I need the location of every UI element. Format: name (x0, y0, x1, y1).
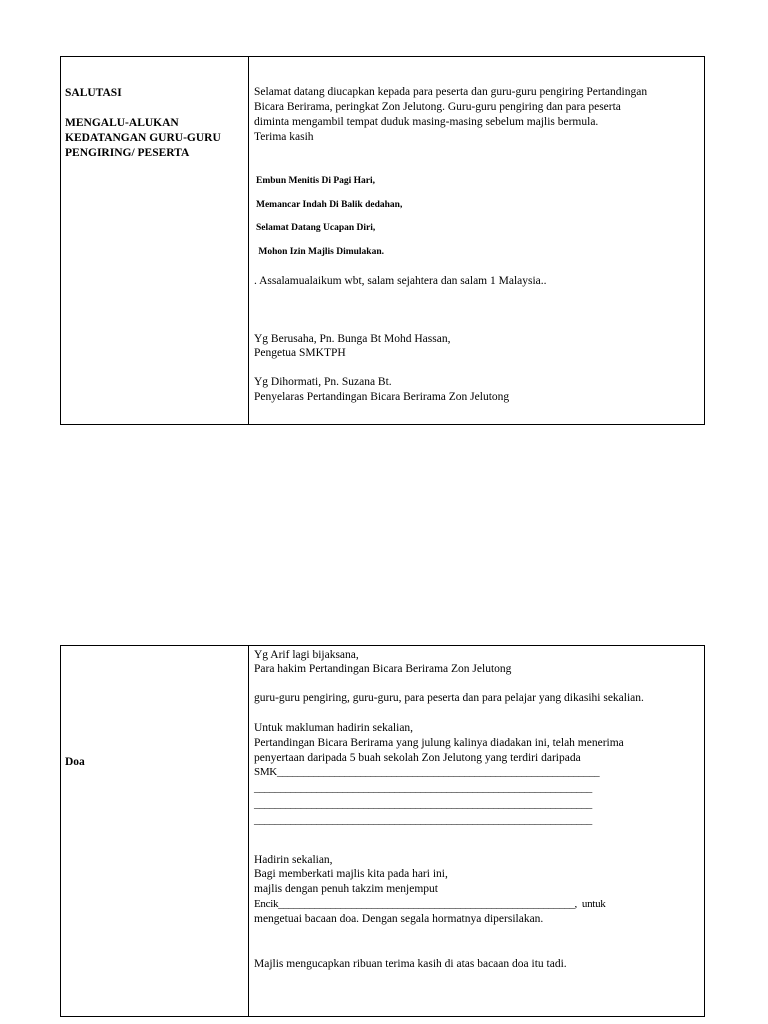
info-line: Untuk makluman hadirin sekalian, (254, 722, 414, 734)
doa-table (60, 645, 705, 1017)
guest-line: Penyelaras Pertandingan Bicara Berirama Zon Jelutong (254, 391, 510, 403)
doa-title: Doa (65, 756, 85, 768)
salutasi-content-cell (249, 57, 704, 424)
doa-invite-line: majlis dengan penuh takzim menjemput (254, 883, 438, 895)
welcome-line: diminta mengambil tempat duduk masing-masing sebelum majlis bermula. (254, 116, 599, 128)
pantun-line: Memancar Indah Di Balik dedahan, (256, 200, 403, 210)
doa-invite-line: Encik_________________________________________________________, untuk (254, 898, 606, 910)
pantun-line: Embun Menitis Di Pagi Hari, (256, 176, 376, 186)
guest-line: Pengetua SMKTPH (254, 347, 346, 359)
welcome-line: Terima kasih (254, 131, 314, 143)
doa-invite-line: mengetuai bacaan doa. Dengan segala hormatnya dipersilakan. (254, 913, 544, 925)
info-line: penyertaan daripada 5 buah sekolah Zon Jelutong yang terdiri daripada (254, 752, 581, 764)
guest-line: Yg Berusaha, Pn. Bunga Bt Mohd Hassan, (254, 333, 451, 345)
pantun-line: Mohon Izin Majlis Dimulakan. (256, 247, 385, 257)
doa-content-cell (249, 646, 704, 1016)
audience-line: guru-guru pengiring, guru-guru, para peserta dan para pelajar yang dikasihi sekalian. (254, 692, 644, 704)
welcome-line: Selamat datang diucapkan kepada para peserta dan guru-guru pengiring Pertandingan (254, 86, 648, 98)
salutasi-subtitle-line: PENGIRING/ PESERTA (65, 147, 190, 159)
pantun-line: Selamat Datang Ucapan Diri, (256, 223, 376, 233)
salutasi-label-cell (61, 57, 249, 424)
salutasi-subtitle-line: KEDATANGAN GURU-GURU (65, 132, 221, 144)
info-line: Pertandingan Bicara Berirama yang julung kalinya diadakan ini, telah menerima (254, 737, 624, 749)
welcome-line: Bicara Berirama, peringkat Zon Jelutong. Guru-guru pengiring dan para peserta (254, 101, 621, 113)
salutasi-title: SALUTASI (65, 87, 122, 99)
salutasi-subtitle-line: MENGALU-ALUKAN (65, 117, 179, 129)
school-blank-line: _________________________________________________________________ (254, 782, 593, 794)
salutasi-table (60, 56, 705, 425)
greeting-line: . Assalamualaikum wbt, salam sejahtera dan salam 1 Malaysia.. (254, 275, 547, 287)
doa-invite-line: Hadirin sekalian, (254, 854, 333, 866)
school-blank-line: _________________________________________________________________ (254, 814, 593, 826)
doa-invite-line: Bagi memberkati majlis kita pada hari ini, (254, 868, 448, 880)
school-blank-line: _________________________________________________________________ (254, 798, 593, 810)
doa-label-cell (61, 646, 249, 1016)
intro-line: Para hakim Pertandingan Bicara Berirama Zon Jelutong (254, 663, 512, 675)
guest-line: Yg Dihormati, Pn. Suzana Bt. (254, 376, 392, 388)
closing-line: Majlis mengucapkan ribuan terima kasih di atas bacaan doa itu tadi. (254, 958, 567, 970)
school-blank-line: SMK______________________________________________________________ (254, 766, 600, 778)
intro-line: Yg Arif lagi bijaksana, (254, 649, 359, 661)
